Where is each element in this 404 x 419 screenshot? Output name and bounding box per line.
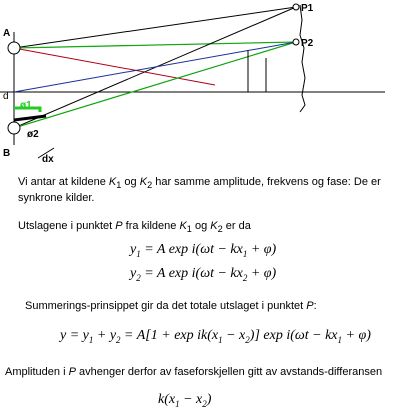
paragraph-2: Utslagene i punktet P fra kildene $K_1$ og $K_2$ er da [18, 220, 251, 235]
label-p1: P1 [301, 3, 314, 14]
source-a-icon [8, 42, 20, 54]
paragraph-1: Vi antar at kildene $K_1$ og $K_2$ har samme amplitude, frekvens og fase: De er synkrone kilder. [18, 176, 381, 205]
equation-sum: $y = y_1 + y_2 = A[1 + \exp ik(x_1 - x_2)]$ $\exp i(\omega t - kx_1 + \varphi)$ [60, 328, 371, 345]
label-b: B [3, 148, 11, 159]
interference-diagram [0, 0, 404, 170]
point-p2-icon [293, 39, 299, 45]
label-phi1: ø1 [20, 100, 32, 111]
source-b-icon [8, 122, 20, 134]
paragraph-3: Summerings-prinsippet gir da det totale utslaget i punktet P: [25, 300, 317, 312]
screen-line [300, 5, 305, 112]
label-p2: P2 [301, 38, 314, 49]
equation-y1: $y_1 = A$ $\exp i(\omega t - kx_1 + \varphi)$ [130, 242, 277, 259]
paragraph-4: Amplituden i P avhenger derfor av faseforskjellen gitt av avstands-differansen [5, 366, 383, 378]
label-d: d [3, 91, 9, 102]
equation-y2: $y_2 = A$ $\exp i(\omega t - kx_2 + \varphi)$ [130, 266, 277, 283]
point-p1-icon [293, 4, 299, 10]
ray-a-red [14, 48, 215, 85]
label-phi2: ø2 [27, 129, 39, 140]
ray-a-p2-shadow [14, 42, 296, 48]
ray-a-p1 [14, 7, 296, 48]
label-dx: dx [42, 154, 54, 165]
label-a: A [3, 28, 11, 39]
equation-diff: $k(x_1 - x_2)$ [158, 392, 212, 409]
